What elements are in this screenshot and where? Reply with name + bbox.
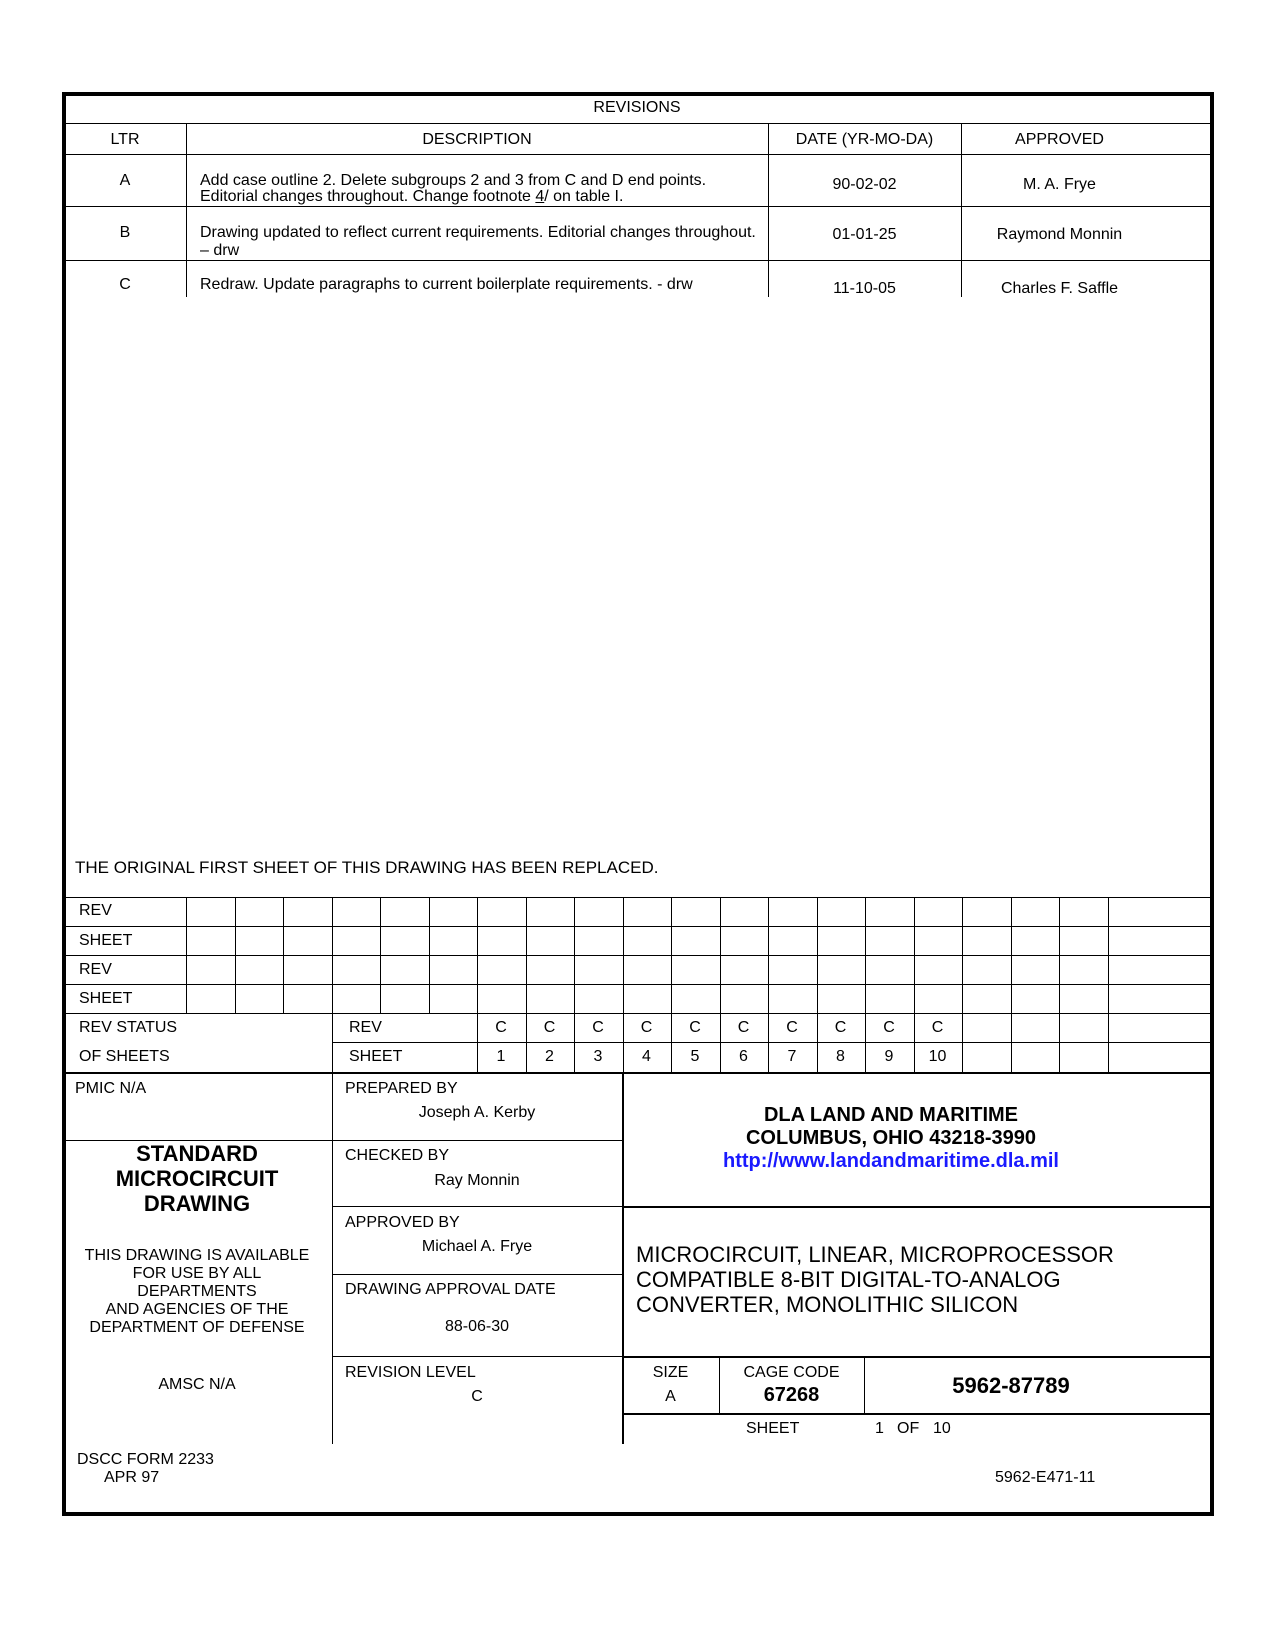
grid-rule xyxy=(235,897,236,1013)
rev-description: Add case outline 2. Delete subgroups 2 and 3 from C and D end points. xyxy=(200,172,707,189)
org-line2: COLUMBUS, OHIO 43218-3990 xyxy=(745,1127,1037,1149)
availability-line: DEPARTMENTS xyxy=(137,1283,257,1300)
org-line1: DLA LAND AND MARITIME xyxy=(763,1104,1019,1126)
replaced-notice: THE ORIGINAL FIRST SHEET OF THIS DRAWING HAS BEEN REPLACED. xyxy=(75,858,659,877)
sheet-number-cell: 5 xyxy=(690,1048,700,1065)
grid-rule xyxy=(1108,1013,1109,1072)
grid-sheet-label: SHEET xyxy=(79,990,133,1007)
sheet-number-cell: 7 xyxy=(787,1048,797,1065)
drawing-title-line2: COMPATIBLE 8-BIT DIGITAL-TO-ANALOG xyxy=(636,1267,1061,1292)
rev-status-cell: C xyxy=(883,1019,895,1036)
rev-ltr: B xyxy=(119,224,131,241)
prepared-label: PREPARED BY xyxy=(345,1080,458,1097)
rev-status-cell: C xyxy=(737,1019,750,1036)
grid-rule xyxy=(526,897,527,1013)
availability-line: FOR USE BY ALL xyxy=(132,1265,262,1282)
footnote-ref: 4 xyxy=(535,188,545,205)
rev-approved: Charles F. Saffle xyxy=(1000,280,1119,297)
revision-level: C xyxy=(471,1388,483,1405)
sheet-number-cell: 10 xyxy=(928,1048,947,1065)
approval-date: 88-06-30 xyxy=(444,1318,510,1335)
grid-rule xyxy=(1011,897,1012,1013)
grid-sheet-label: SHEET xyxy=(79,932,133,949)
pmic: PMIC N/A xyxy=(75,1080,147,1097)
drawing-title-line1: MICROCIRCUIT, LINEAR, MICROPROCESSOR xyxy=(636,1242,1114,1267)
col-date: DATE (YR-MO-DA) xyxy=(795,131,934,148)
grid-rule xyxy=(332,897,333,1013)
rev-approved: Raymond Monnin xyxy=(996,226,1123,243)
grid-rule xyxy=(380,897,381,1013)
rev-description: Redraw. Update paragraphs to current boilerplate requirements. - drw xyxy=(200,276,693,293)
grid-rule xyxy=(914,897,915,1013)
rev-date: 11-10-05 xyxy=(833,280,896,297)
rule xyxy=(332,1356,622,1357)
rule xyxy=(332,1274,622,1275)
rule xyxy=(622,1206,1210,1208)
rule xyxy=(64,1072,1210,1074)
sheet-number-cell: 3 xyxy=(593,1048,603,1065)
approval-date-label: DRAWING APPROVAL DATE xyxy=(345,1281,556,1298)
col-ltr: LTR xyxy=(110,131,140,148)
status-rev-label: REV xyxy=(349,1019,382,1036)
rev-description-line2: – drw xyxy=(200,242,240,259)
rule xyxy=(64,206,1210,207)
grid-rule xyxy=(1011,1013,1012,1072)
rev-description-line2: Editorial changes throughout. Change footnote 4/ on table I. xyxy=(200,188,624,205)
sheet-total: 10 xyxy=(933,1420,951,1437)
approved-label: APPROVED BY xyxy=(345,1214,460,1231)
grid-rule xyxy=(186,897,187,1013)
availability-line: AND AGENCIES OF THE xyxy=(105,1301,289,1318)
size-label: SIZE xyxy=(652,1364,689,1381)
grid-rule xyxy=(865,897,866,1013)
grid-rule xyxy=(64,897,1210,898)
rev-status-label: REV STATUS xyxy=(79,1019,178,1036)
rev-date: 90-02-02 xyxy=(832,176,897,193)
grid-rule xyxy=(332,1013,333,1072)
sheet-number-cell: 8 xyxy=(836,1048,845,1065)
grid-rule xyxy=(64,955,1210,956)
rule xyxy=(622,1413,1210,1415)
grid-rev-label: REV xyxy=(79,902,112,919)
sheet-number-cell: 6 xyxy=(739,1048,748,1065)
form-number: DSCC FORM 2233 xyxy=(77,1451,214,1468)
rev-status-cell: C xyxy=(834,1019,847,1036)
rev-ltr: A xyxy=(119,172,131,189)
grid-rule xyxy=(1059,897,1060,1013)
grid-rule xyxy=(574,897,575,1013)
grid-rule xyxy=(962,897,963,1013)
prepared-name: Joseph A. Kerby xyxy=(418,1104,536,1121)
grid-rule xyxy=(64,926,1210,927)
rev-status-cell: C xyxy=(592,1019,604,1036)
grid-rev-label: REV xyxy=(79,961,112,978)
cage-label: CAGE CODE xyxy=(743,1364,840,1381)
amsc: AMSC N/A xyxy=(158,1376,236,1393)
grid-rule xyxy=(283,897,284,1013)
checked-name: Ray Monnin xyxy=(434,1172,520,1189)
grid-rule xyxy=(817,897,818,1013)
grid-rule xyxy=(332,1042,1210,1043)
sheet-number-cell: 2 xyxy=(545,1048,554,1065)
std-title-line2: MICROCIRCUIT xyxy=(115,1166,279,1191)
rev-date: 01-01-25 xyxy=(832,226,897,243)
grid-rule xyxy=(477,897,478,1013)
sheet-label: SHEET xyxy=(746,1420,800,1437)
grid-rule xyxy=(64,1013,1210,1014)
sheet-number-cell: 1 xyxy=(496,1048,506,1065)
rule xyxy=(622,1356,1210,1358)
rev-status-cell: C xyxy=(786,1019,798,1036)
sheet-of: OF xyxy=(897,1420,920,1437)
grid-rule xyxy=(64,984,1210,985)
rev-approved: M. A. Frye xyxy=(1023,176,1096,193)
rev-status-cell: C xyxy=(543,1019,556,1036)
sheet-number: 1 xyxy=(875,1420,884,1437)
sheet-number-cell: 4 xyxy=(642,1048,651,1065)
drawing-title-line3: CONVERTER, MONOLITHIC SILICON xyxy=(636,1292,1019,1317)
std-title-line1: STANDARD xyxy=(136,1141,258,1166)
rev-status-cell: C xyxy=(640,1019,653,1036)
of-sheets-label: OF SHEETS xyxy=(79,1048,170,1065)
size-value: A xyxy=(665,1388,676,1405)
rule xyxy=(64,260,1210,261)
col-approved: APPROVED xyxy=(1015,131,1104,148)
grid-rule xyxy=(962,1013,963,1072)
cage-code: 67268 xyxy=(763,1384,820,1406)
rule xyxy=(64,154,1210,155)
drawing-number: 5962-87789 xyxy=(952,1373,1070,1398)
form-date: APR 97 xyxy=(104,1469,160,1486)
grid-rule xyxy=(429,897,430,1013)
availability-line: THIS DRAWING IS AVAILABLE xyxy=(84,1247,310,1264)
grid-rule xyxy=(623,897,624,1013)
rev-ltr: C xyxy=(119,276,131,293)
rev-status-cell: C xyxy=(689,1019,701,1036)
grid-rule xyxy=(1059,1013,1060,1072)
col-description: DESCRIPTION xyxy=(422,131,532,148)
grid-rule xyxy=(671,897,672,1013)
rule xyxy=(332,1206,622,1207)
status-sheet-label: SHEET xyxy=(349,1048,403,1065)
rev-description: Drawing updated to reflect current requirements. Editorial changes throughout. xyxy=(200,224,756,241)
rev-status-cell: C xyxy=(495,1019,507,1036)
rule xyxy=(961,123,962,297)
revisions-heading: REVISIONS xyxy=(593,99,681,116)
grid-rule xyxy=(768,897,769,1013)
sheet-number-cell: 9 xyxy=(884,1048,894,1065)
availability-line: DEPARTMENT OF DEFENSE xyxy=(89,1319,305,1336)
std-title-line3: DRAWING xyxy=(143,1191,251,1216)
checked-label: CHECKED BY xyxy=(345,1147,450,1164)
revision-level-label: REVISION LEVEL xyxy=(345,1364,476,1381)
grid-rule xyxy=(720,897,721,1013)
document-id: 5962-E471-11 xyxy=(995,1469,1096,1486)
rule xyxy=(768,123,769,297)
rev-status-cell: C xyxy=(931,1019,944,1036)
rule xyxy=(186,123,187,297)
approved-name: Michael A. Frye xyxy=(421,1238,533,1255)
rule xyxy=(64,123,1210,124)
grid-rule xyxy=(1108,897,1109,1013)
org-url-link[interactable]: http://www.landandmaritime.dla.mil xyxy=(723,1150,1059,1172)
org-url[interactable] xyxy=(624,1150,1158,1173)
